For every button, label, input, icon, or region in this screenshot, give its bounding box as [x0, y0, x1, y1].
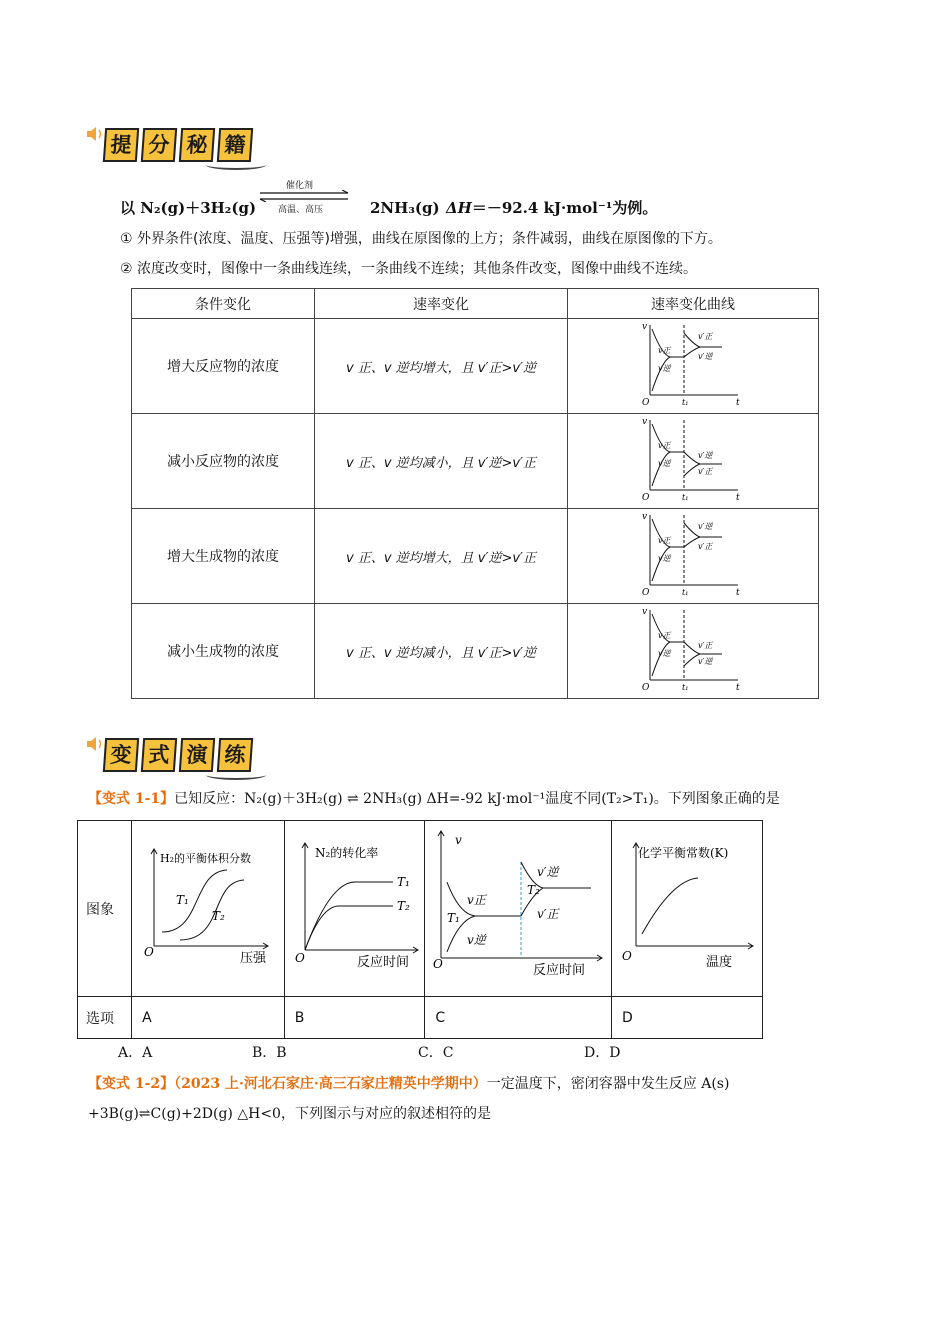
- graph-c-t2: T₂: [527, 882, 541, 897]
- t1-label: t₁: [682, 398, 689, 407]
- curve-cell: [568, 509, 819, 604]
- section-header-practice: [86, 728, 266, 778]
- dh-label: ΔH: [446, 199, 472, 217]
- equilibrium-arrow-icon: [258, 190, 350, 202]
- t1-label: t₁: [682, 493, 689, 502]
- origin-label: O: [642, 588, 650, 598]
- choice-d[interactable]: D．D: [584, 1045, 621, 1061]
- graph-cell-c: [425, 821, 612, 997]
- intro-line: [120, 198, 256, 218]
- graph-b-origin: O: [294, 950, 305, 965]
- graph-a-origin: O: [144, 944, 154, 959]
- origin-label: O: [642, 493, 650, 503]
- vz-label: v正: [658, 536, 671, 545]
- catalyst-bottom: 高温、高压: [278, 205, 324, 215]
- graph-cell-b: [284, 821, 425, 997]
- rate-curve-graph: [638, 509, 748, 599]
- graph-b-ylabel: N₂的转化率: [314, 845, 379, 860]
- rate-change-table: [131, 288, 819, 699]
- axis-v-label: v: [642, 512, 648, 522]
- graph-row: [78, 821, 763, 997]
- catalyst-arrow: [258, 178, 350, 214]
- upper-new-label: v′逆: [698, 451, 713, 460]
- reverse-curve: [652, 547, 670, 581]
- header-char: 演: [179, 738, 215, 772]
- upper-new-label: v′逆: [698, 522, 713, 531]
- header-char: 变: [103, 738, 139, 772]
- graph-d-xlabel: 温度: [706, 954, 733, 970]
- axis-v-label: v: [642, 417, 648, 427]
- curve-cell: [568, 414, 819, 509]
- option-cell-c: C: [425, 997, 612, 1039]
- header-char: 秘: [179, 128, 215, 162]
- graph-c-origin: O: [433, 956, 444, 971]
- graph-a-xlabel: 压强: [240, 950, 267, 966]
- vz-label: v正: [658, 346, 671, 355]
- rate-cell: v 正、v 逆均减小，且 v′正>v′逆: [315, 604, 568, 699]
- speaker-icon: [86, 736, 104, 752]
- graph-a-t1: T₁: [176, 892, 189, 907]
- header-curve: 速率变化曲线: [568, 289, 819, 319]
- graph-c-xlabel: 反应时间: [533, 962, 586, 978]
- question-2-line-1: [88, 1074, 729, 1094]
- speaker-icon: [86, 126, 104, 142]
- graph-c-vn: v逆: [467, 932, 487, 947]
- graph-cell-d: [612, 821, 763, 997]
- rule-1: ① 外界条件(浓度、温度、压强等)增强，曲线在原图像的上方；条件减弱，曲线在原图像的下方。: [120, 231, 722, 247]
- rate-cell: v 正、v 逆均减小，且 v′逆>v′正: [315, 414, 568, 509]
- question-tag: 【变式 1-2】: [88, 1076, 175, 1092]
- lower-new-label: v′逆: [698, 657, 713, 666]
- graph-a-t2: T₂: [212, 908, 225, 923]
- graph-b: [285, 822, 423, 992]
- option-cell-a: A: [132, 997, 285, 1039]
- t-label: t: [736, 398, 740, 408]
- table-row: [132, 604, 819, 699]
- row-label-graph: 图象: [78, 821, 132, 997]
- graph-c-vz2: v′正: [537, 906, 559, 921]
- row-label-option: 选项: [78, 997, 132, 1039]
- section-header-tips: [86, 118, 266, 168]
- graph-a: [132, 822, 282, 992]
- vn-label: v逆: [658, 364, 671, 373]
- condition-cell: 减小生成物的浓度: [132, 604, 315, 699]
- question-source: （2023 上·河北石家庄·高三石家庄精英中学期中）: [174, 1076, 487, 1092]
- header-rate: 速率变化: [315, 289, 568, 319]
- graph-a-ylabel: H₂的平衡体积分数: [160, 851, 252, 865]
- header-condition: 条件变化: [132, 289, 315, 319]
- reaction-right: 2NH₃(g): [370, 199, 440, 217]
- rate-curve-graph: [638, 414, 748, 504]
- graph-c-vz: v正: [467, 892, 487, 907]
- rate-cell: v 正、v 逆均增大，且 v′逆>v′正: [315, 509, 568, 604]
- choice-b[interactable]: B．B: [252, 1045, 287, 1061]
- reverse-curve: [652, 642, 670, 676]
- rule-2: ② 浓度改变时，图像中一条曲线连续，一条曲线不连续；其他条件改变，图像中曲线不连续。: [120, 261, 697, 277]
- vn-label: v逆: [658, 554, 671, 563]
- question-tag: 【变式 1-1】: [88, 791, 175, 807]
- vn-label: v逆: [658, 649, 671, 658]
- graph-d-origin: O: [622, 948, 632, 963]
- header-char: 练: [217, 738, 253, 772]
- condition-cell: 增大生成物的浓度: [132, 509, 315, 604]
- header-char: 分: [141, 128, 177, 162]
- book-icon: [206, 770, 266, 780]
- t-label: t: [736, 588, 740, 598]
- catalyst-top: 催化剂: [286, 181, 314, 191]
- graph-c-vn2: v′逆: [537, 864, 559, 879]
- reverse-curve: [652, 357, 670, 391]
- curve-cell: [568, 319, 819, 414]
- graph-d-ylabel: 化学平衡常数(K): [638, 845, 729, 860]
- dh-line: [446, 198, 657, 218]
- table-row: [132, 414, 819, 509]
- option-cell-b: B: [284, 997, 425, 1039]
- graph-c-t1: T₁: [447, 910, 461, 925]
- question-2-line-2: +3B(g)⇌C(g)+2D(g) △H<0，下列图示与对应的叙述相符的是: [88, 1106, 491, 1122]
- table-header-row: [132, 289, 819, 319]
- axis-v-label: v: [642, 322, 648, 332]
- axis-v-label: v: [642, 607, 648, 617]
- upper-new-label: v′正: [698, 332, 713, 341]
- condition-cell: 增大反应物的浓度: [132, 319, 315, 414]
- rate-cell: v 正、v 逆均增大，且 v′正>v′逆: [315, 319, 568, 414]
- header-char: 籍: [217, 128, 253, 162]
- option-cell-d: D: [612, 997, 763, 1039]
- t1-label: t₁: [682, 683, 689, 692]
- graph-b-xlabel: 反应时间: [356, 954, 409, 970]
- origin-label: O: [642, 683, 650, 693]
- reaction-left: N₂(g)＋3H₂(g): [140, 199, 257, 217]
- header-char: 提: [103, 128, 139, 162]
- lower-new-label: v′正: [698, 467, 713, 476]
- choice-a[interactable]: A．A: [118, 1045, 153, 1061]
- intro-prefix: 以: [120, 199, 141, 217]
- t-label: t: [736, 683, 740, 693]
- origin-label: O: [642, 398, 650, 408]
- condition-cell: 减小反应物的浓度: [132, 414, 315, 509]
- header-char: 式: [141, 738, 177, 772]
- t-label: t: [736, 493, 740, 503]
- options-table: [77, 820, 763, 1039]
- reverse-curve: [652, 452, 670, 486]
- dh-value: ＝－92.4 kJ·mol⁻¹为例。: [471, 199, 658, 217]
- curve-cell: [568, 604, 819, 699]
- t1-label: t₁: [682, 588, 689, 597]
- vz-label: v正: [658, 631, 671, 640]
- graph-b-t2: T₂: [396, 898, 410, 913]
- lower-new-label: v′逆: [698, 352, 713, 361]
- graph-cell-a: [132, 821, 285, 997]
- graph-c: [425, 822, 609, 992]
- vn-label: v逆: [658, 459, 671, 468]
- rate-curve-graph: [638, 319, 748, 409]
- graph-c-ylabel: v: [455, 832, 463, 847]
- table-row: [132, 319, 819, 414]
- question-text: 已知反应：N₂(g)＋3H₂(g) ⇌ 2NH₃(g) ΔH=-92 kJ·mol⁻¹温度不同(T₂>T₁)。下列图象正确的是: [174, 791, 780, 807]
- option-row: [78, 997, 763, 1039]
- graph-b-t1: T₁: [396, 874, 410, 889]
- table-row: [132, 509, 819, 604]
- choice-c[interactable]: C．C: [418, 1045, 454, 1061]
- graph-d: [612, 822, 762, 992]
- vz-label: v正: [658, 441, 671, 450]
- question-text: 一定温度下，密闭容器中发生反应 A(s): [486, 1076, 730, 1092]
- upper-new-label: v′正: [698, 641, 713, 650]
- question-1: [88, 789, 780, 809]
- book-icon: [206, 160, 266, 170]
- lower-new-label: v′正: [698, 542, 713, 551]
- rate-curve-graph: [638, 604, 748, 694]
